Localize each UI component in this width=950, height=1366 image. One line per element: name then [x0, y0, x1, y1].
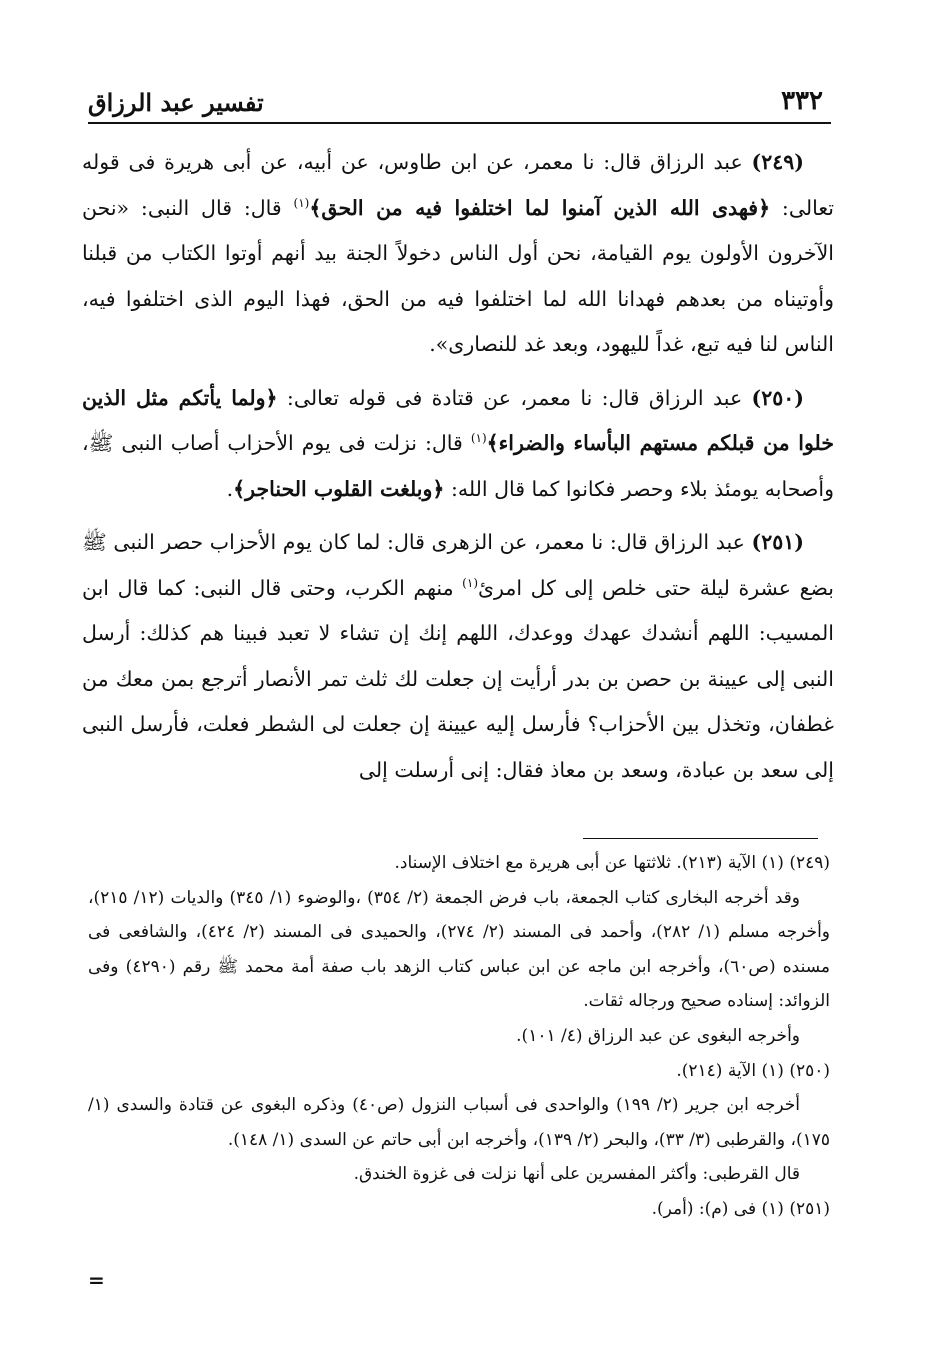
- paragraph-text: عبد الرزاق قال: نا معمر، عن الزهرى قال: لما كان يوم الأحزاب حصر النبى ﷺ بضع عشرة ليلة حتى خلص إلى كل امرئ: [82, 530, 834, 600]
- main-text: [82, 140, 834, 801]
- paragraph: [82, 140, 834, 368]
- paragraph-number: (٢٥١): [751, 530, 804, 554]
- footnote-entry: قال القرطبى: وأكثر المفسرين على أنها نزلت فى غزوة الخندق.: [353, 1164, 800, 1185]
- quran-verse: ﴿ولما يأتكم مثل الذين خلوا من قبلكم مستهم البأساء والضراء﴾: [82, 385, 835, 455]
- footnote-entry: وأخرجه البغوى عن عبد الرزاق (٤/ ١٠١).: [516, 1025, 800, 1046]
- paragraph-text: منهم الكرب، وحتى قال النبى: كما قال ابن المسيب: اللهم أنشدك عهدك ووعدك، اللهم إنك إن تشاء لا تعبد فبينا هم كذلك: أرسل النبى إلى عيينة بن حصن بن بدر أرأيت إن جعلت لك ثلث تمر الأنصار أترجع بمن معك من غطفان، وتخذل بين الأحزاب؟ فأرسل إليه عيينة إن جعلت لى الشطر فعلت، فأرسل النبى إلى سعد بن عبادة، وسعد بن معاذ فقال: إنى أرسلت إلى: [82, 575, 834, 782]
- paragraph-text: عبد الرزاق قال: نا معمر، عن قتادة فى قوله تعالى:: [277, 385, 752, 410]
- continuation-mark: =: [88, 1268, 105, 1292]
- paragraph: [82, 520, 834, 793]
- footnote-entry: (٢٥١) (١) فى (م): (أمر).: [651, 1198, 830, 1219]
- footnote-entry: (٢٤٩) (١) الآية (٢١٣). ثلاثتها عن أبى هريرة مع اختلاف الإسناد.: [394, 853, 830, 873]
- page-number: ٣٣٢: [781, 86, 823, 116]
- footnote-divider: [583, 838, 818, 839]
- paragraph-text: قال: قال النبى: «نحن الآخرون الأولون يوم القيامة، نحن أول الناس دخولاً الجنة بيد أنهم أوتوا الكتاب من قبلنا وأوتيناه من بعدهم فهدانا الله لما اختلفوا فيه من الحق، فهذا اليوم الذى اختلفوا فيه، الناس لنا فيه تبع، غداً لليهود، وبعد غد للنصارى».: [82, 195, 834, 356]
- footnote-marker: (١): [293, 195, 310, 210]
- paragraph-text: قال: نزلت فى يوم الأحزاب أصاب النبى ﷺ، وأصحابه يومئذ بلاء وحصر فكانوا كما قال الله:: [82, 431, 834, 501]
- page-header: [88, 82, 831, 124]
- footnote-entry: (٢٥٠) (١) الآية (٢١٤).: [676, 1060, 830, 1081]
- paragraph-number: (٢٥٠): [751, 385, 804, 410]
- paragraph-text: عبد الرزاق قال: نا معمر، عن ابن طاوس، عن أبيه، عن أبى هريرة فى قوله تعالى:: [82, 150, 835, 220]
- footnote-entry: أخرجه ابن جرير (٢/ ١٩٩) والواحدى فى أسباب النزول (ص٤٠) وذكره البغوى عن قتادة والسدى (١/ ١٧٥)، والقرطبى (٣/ ٣٣)، والبحر (٢/ ١٣٩)، وأخرجه ابن أبى حاتم عن السدى (١/ ١٤٨).: [88, 1095, 830, 1150]
- paragraph-text: .: [226, 476, 234, 501]
- paragraph: [82, 376, 834, 513]
- footnote-marker: (١): [470, 431, 487, 446]
- footnotes: [88, 846, 830, 1227]
- quran-verse: ﴿وبلغت القلوب الحناجر﴾: [233, 476, 445, 501]
- footnote-entry: وقد أخرجه البخارى كتاب الجمعة، باب فرض الجمعة (٢/ ٣٥٤) ،والوضوء (١/ ٣٤٥) والديات (١٢/ ٢١٥)، وأخرجه مسلم (١/ ٢٨٢)، وأحمد فى المسند (٢/ ٢٧٤)، والحميدى فى المسند (٢/ ٤٢٤)، والشافعى فى مسنده (ص٦٠)، وأخرجه ابن ماجه عن ابن عباس كتاب الزهد باب صفة أمة محمد ﷺ رقم (٤٢٩٠) وفى الزوائد: إسناده صحيح ورجاله ثقات.: [88, 887, 831, 1012]
- running-title: تفسير عبد الرزاق: [88, 88, 264, 117]
- footnote-marker: (١): [462, 575, 478, 590]
- paragraph-number: (٢٤٩): [751, 150, 804, 174]
- quran-verse: ﴿فهدى الله الذين آمنوا لما اختلفوا فيه من الحق﴾: [309, 195, 771, 220]
